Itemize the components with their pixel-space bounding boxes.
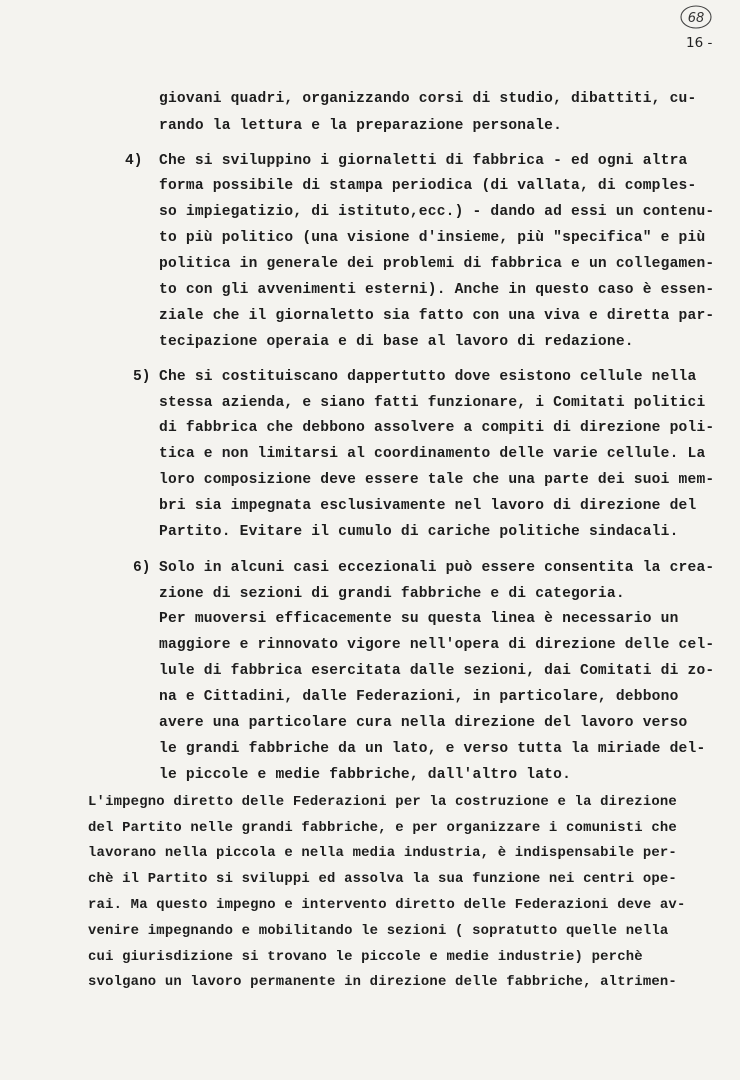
text-line: tecipazione operaia e di base al lavoro di redazione. xyxy=(159,334,634,350)
text-line: Per muoversi efficacemente su questa linea è necessario un xyxy=(159,611,679,627)
text-line: politica in generale dei problemi di fabbrica e un collegamen- xyxy=(159,256,715,272)
page-stamp xyxy=(679,4,713,30)
text-line: giovani quadri, organizzando corsi di studio, dibattiti, cu- xyxy=(159,91,697,107)
text-line: rai. Ma questo impegno e intervento diretto delle Federazioni deve av- xyxy=(88,897,686,913)
text-line: svolgano un lavoro permanente in direzione delle fabbriche, altrimen- xyxy=(88,974,677,990)
text-line: bri sia impegnata esclusivamente nel lavoro di direzione del xyxy=(159,498,697,514)
text-line: ziale che il giornaletto sia fatto con una viva e diretta par- xyxy=(159,308,715,324)
text-line: le grandi fabbriche da un lato, e verso tutta la miriade del- xyxy=(159,741,706,757)
text-line: lavorano nella piccola e nella media industria, è indispensabile per- xyxy=(88,845,677,861)
text-line: Solo in alcuni casi eccezionali può essere consentita la crea- xyxy=(159,560,715,576)
list-marker: 5) xyxy=(133,369,151,385)
text-line: di fabbrica che debbono assolvere a compiti di direzione poli- xyxy=(159,420,715,436)
list-marker: 6) xyxy=(133,560,151,576)
text-line: tica e non limitarsi al coordinamento delle varie cellule. La xyxy=(159,446,706,462)
text-line: Che si costituiscano dappertutto dove esistono cellule nella xyxy=(159,369,697,385)
text-line: loro composizione deve essere tale che una parte dei suoi mem- xyxy=(159,472,715,488)
list-marker: 4) xyxy=(125,153,143,169)
text-line: na e Cittadini, dalle Federazioni, in particolare, debbono xyxy=(159,689,679,705)
text-line: forma possibile di stampa periodica (di vallata, di comples- xyxy=(159,178,697,194)
stamp-number: 68 xyxy=(687,11,705,26)
text-line: to più politico (una visione d'insieme, più "specifica" e più xyxy=(159,230,706,246)
text-line: L'impegno diretto delle Federazioni per la costruzione e la direzione xyxy=(88,794,677,810)
text-line: zione di sezioni di grandi fabbriche e di categoria. xyxy=(159,586,625,602)
text-line: Che si sviluppino i giornaletti di fabbrica - ed ogni altra xyxy=(159,153,688,169)
text-line: lule di fabbrica esercitata dalle sezioni, dai Comitati di zo- xyxy=(159,663,715,679)
text-line: venire impegnando e mobilitando le sezioni ( sopratutto quelle nella xyxy=(88,923,669,939)
text-line: avere una particolare cura nella direzione del lavoro verso xyxy=(159,715,688,731)
text-line: le piccole e medie fabbriche, dall'altro lato. xyxy=(159,767,572,783)
text-line: maggiore e rinnovato vigore nell'opera di direzione delle cel- xyxy=(159,637,715,653)
text-line: rando la lettura e la preparazione personale. xyxy=(159,118,563,134)
text-line: chè il Partito si sviluppi ed assolva la sua funzione nei centri ope- xyxy=(88,871,677,887)
text-line: stessa azienda, e siano fatti funzionare, i Comitati politici xyxy=(159,395,706,411)
text-line: del Partito nelle grandi fabbriche, e per organizzare i comunisti che xyxy=(88,820,677,836)
text-line: to con gli avvenimenti esterni). Anche in questo caso è essen- xyxy=(159,282,715,298)
text-line: cui giurisdizione si trovano le piccole e medie industrie) perchè xyxy=(88,949,643,965)
page-number: 16 - xyxy=(686,35,713,51)
text-line: so impiegatizio, di istituto,ecc.) - dando ad essi un contenu- xyxy=(159,204,715,220)
text-line: Partito. Evitare il cumulo di cariche politiche sindacali. xyxy=(159,524,679,540)
